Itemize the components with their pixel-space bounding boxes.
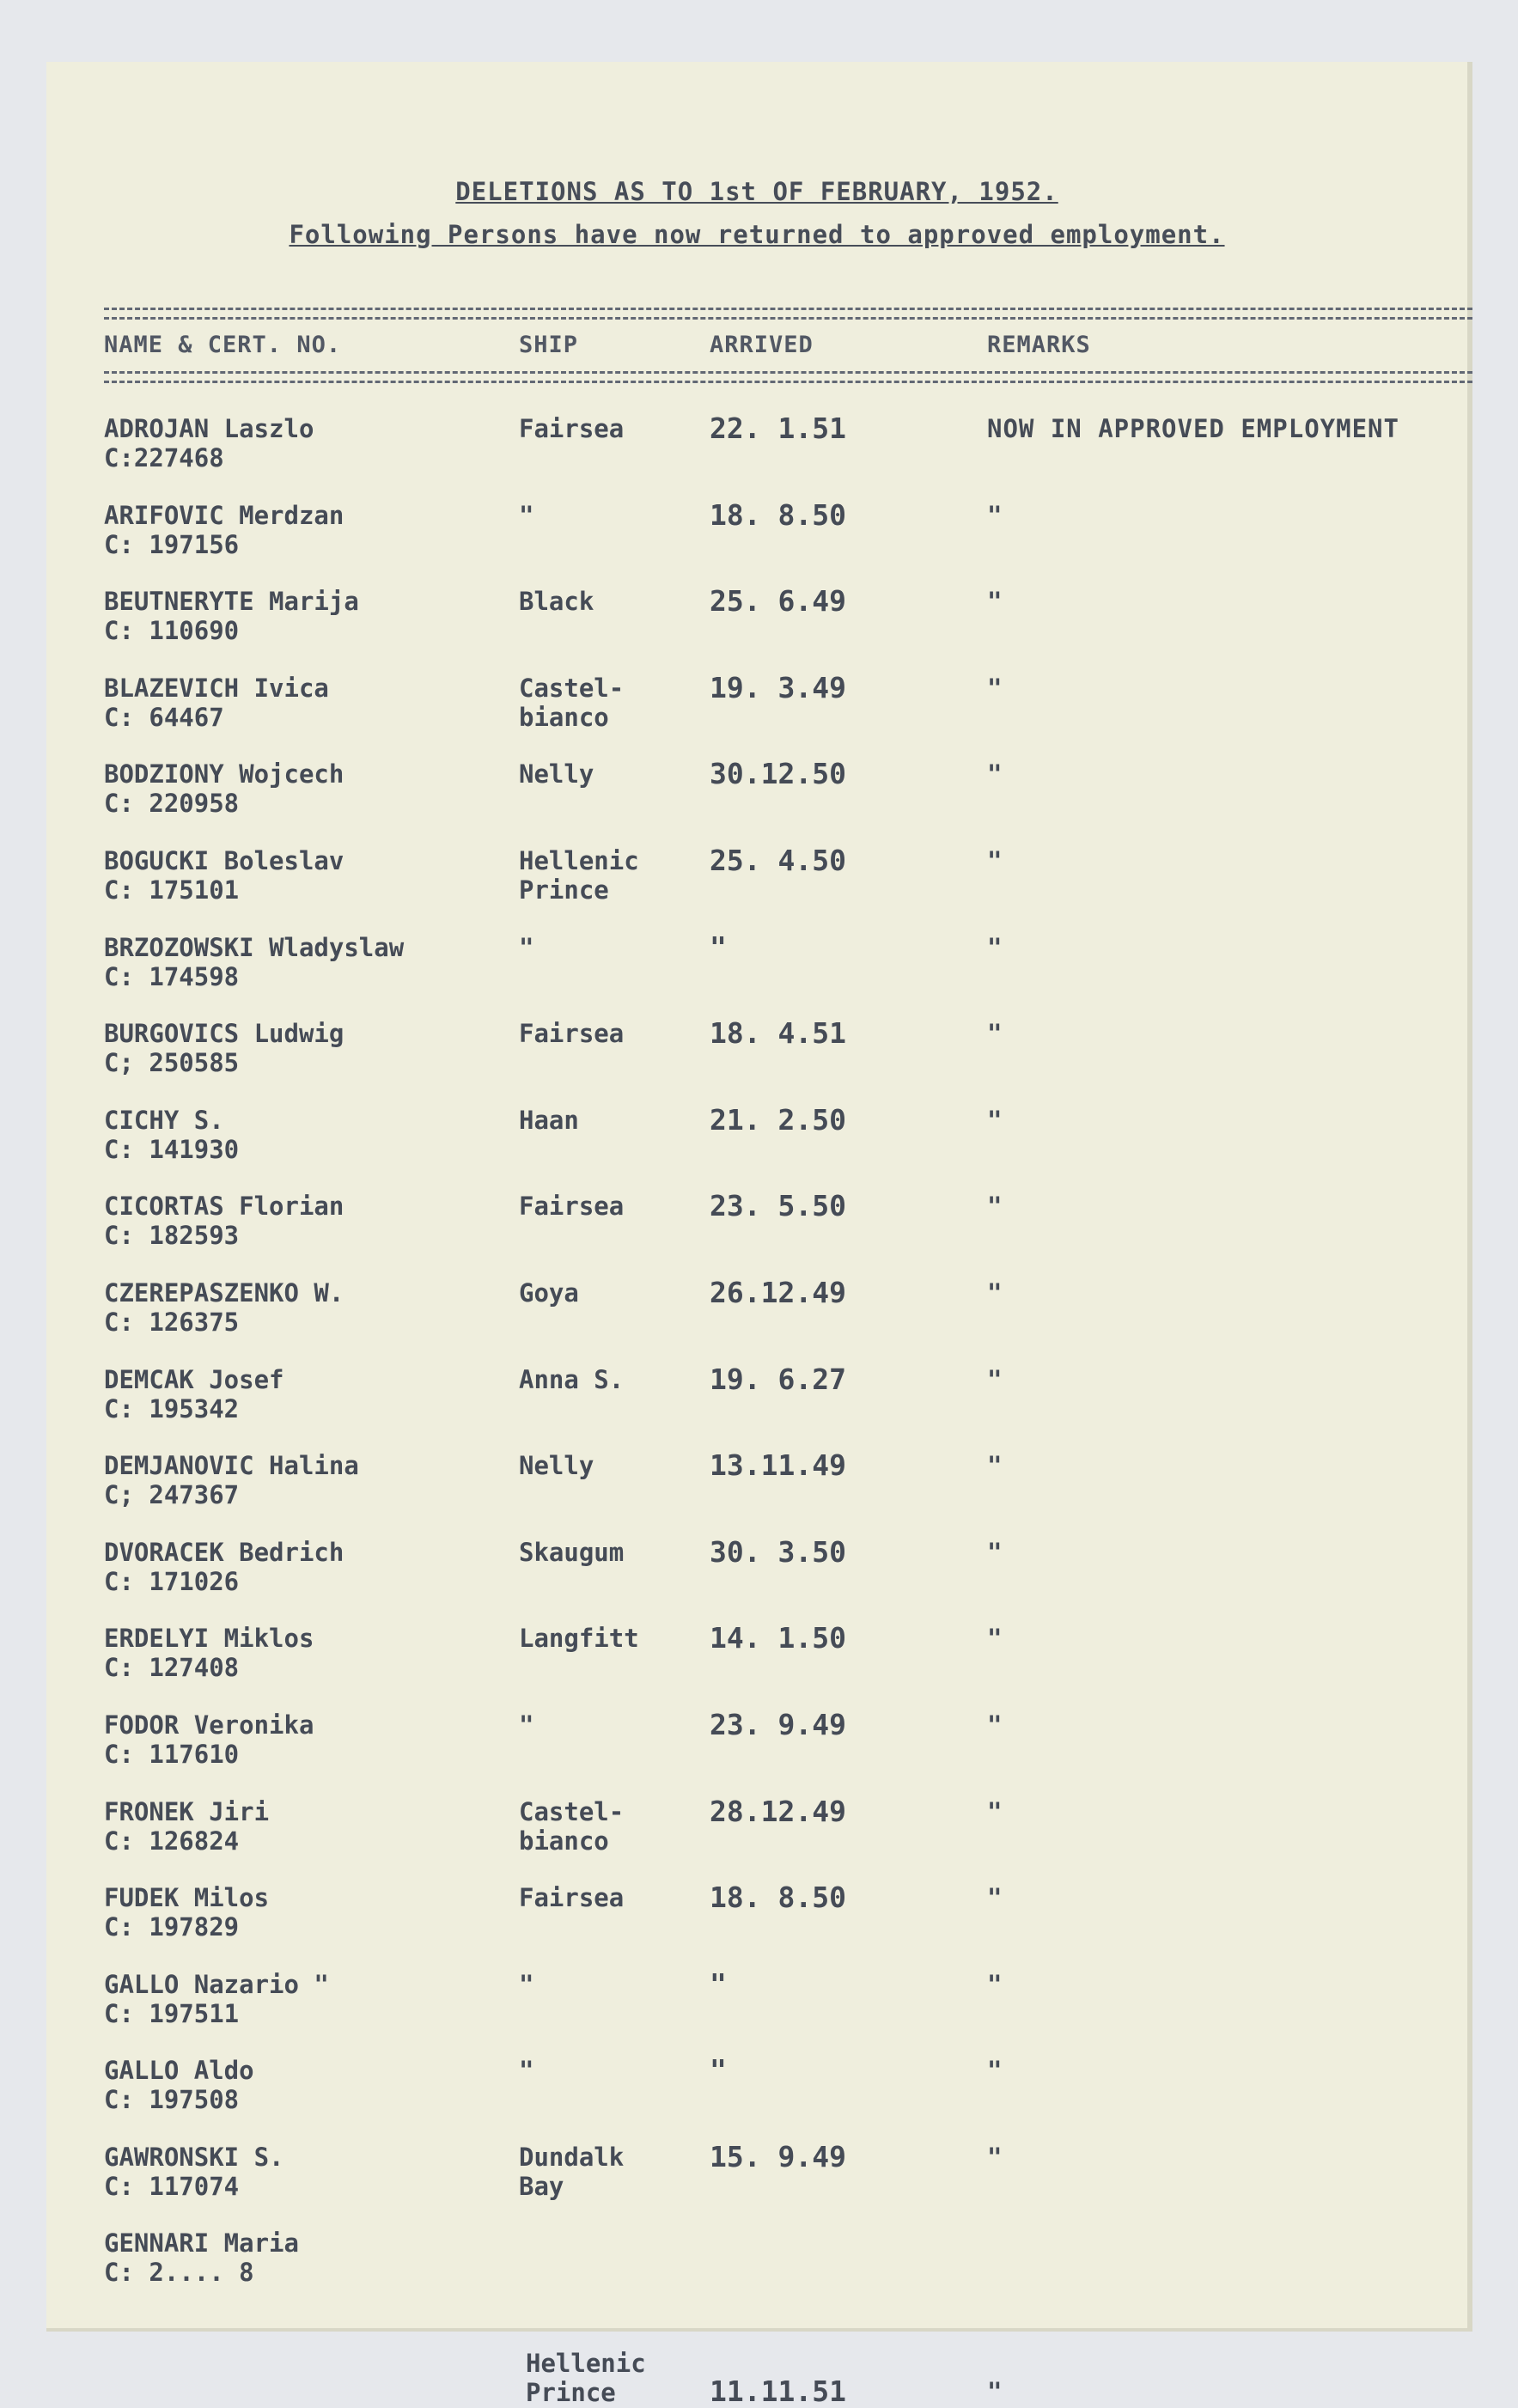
cert-number: C: 126375 — [104, 1307, 240, 1337]
remark: " — [987, 2377, 1003, 2407]
person-name: DEMCAK Josef — [104, 1364, 284, 1394]
arrival-date: 18. 8.50 — [710, 1881, 846, 1915]
arrival-date: 11.11.51 — [710, 2374, 846, 2408]
table-row — [46, 930, 1467, 1020]
person-name: BEUTNERYTE Marija — [104, 587, 359, 617]
cert-number: C: 2.... 8 — [104, 2258, 254, 2288]
table-row — [46, 2053, 1467, 2143]
remark: " — [987, 1192, 1003, 1222]
table-row — [46, 1966, 1467, 2057]
person-name: ADROJAN Laszlo — [104, 414, 314, 443]
arrival-date: " — [710, 930, 727, 964]
ship-name: " — [519, 1710, 534, 1740]
ship-name: Haan — [519, 1105, 579, 1135]
person-name: BOGUCKI Boleslav — [104, 845, 344, 875]
ship-name-cont: Bay — [519, 2171, 564, 2201]
ship-name: " — [519, 932, 534, 962]
ship-name-cont: bianco — [519, 702, 609, 732]
remark: " — [987, 2056, 1003, 2086]
remark: " — [987, 1883, 1003, 1913]
table-row — [46, 1189, 1467, 1278]
table-row — [46, 843, 1467, 933]
person-name: GENNARI Maria — [104, 2228, 299, 2259]
table-row — [46, 1448, 1467, 1538]
table-row — [46, 1275, 1467, 1365]
person-name: DVORACEK Bedrich — [104, 1537, 344, 1567]
ship-name: Dundalk — [519, 2142, 625, 2172]
cert-number: C: 141930 — [104, 1134, 240, 1164]
table-row — [46, 1016, 1467, 1106]
arrival-date: 13.11.49 — [710, 1448, 846, 1483]
table-row — [46, 1534, 1467, 1625]
ship-name: " — [519, 1969, 534, 1999]
person-name: GALLO Nazario " — [104, 1969, 329, 1999]
arrival-date: 18. 4.51 — [710, 1016, 846, 1051]
table-row — [46, 2228, 1467, 2408]
remark: " — [987, 1796, 1003, 1826]
remark: " — [987, 845, 1003, 875]
remark: " — [987, 1451, 1003, 1481]
ship-name: Castel- — [519, 673, 625, 703]
cert-number: C: 117074 — [104, 2171, 240, 2201]
table-row — [46, 2139, 1467, 2229]
remark: " — [987, 1710, 1003, 1740]
arrival-date: 19. 3.49 — [710, 670, 846, 704]
arrival-date: " — [710, 1966, 727, 2001]
cert-number: C: 220958 — [104, 789, 240, 819]
remark: " — [987, 1105, 1003, 1135]
remark: " — [987, 1019, 1003, 1049]
person-name: BURGOVICS Ludwig — [104, 1019, 344, 1049]
cert-number: C: 197829 — [104, 1912, 240, 1942]
ship-name: Black — [519, 587, 594, 617]
cert-number: C: 110690 — [104, 616, 240, 646]
cert-number: C: 197156 — [104, 529, 240, 559]
arrival-date: 14. 1.50 — [710, 1621, 846, 1655]
ship-name: Nelly — [519, 1451, 594, 1481]
cert-number: C:227468 — [104, 443, 224, 472]
table-row — [46, 759, 1467, 846]
arrival-date: 18. 8.50 — [710, 497, 846, 532]
cert-number: C: 127408 — [104, 1653, 240, 1683]
table-row — [46, 1102, 1467, 1192]
ship-name: Skaugum — [519, 1537, 625, 1567]
table-row — [46, 670, 1467, 760]
person-name: CICHY S. — [104, 1105, 224, 1135]
cert-number: C: 174598 — [104, 961, 240, 991]
ship-name: Fairsea — [519, 1883, 625, 1913]
ship-name: " — [519, 500, 534, 530]
arrival-date: 30.12.50 — [710, 757, 846, 791]
arrival-date: 15. 9.49 — [710, 2139, 846, 2173]
table-row — [46, 1707, 1467, 1797]
person-name: BODZIONY Wojcech — [104, 759, 344, 789]
arrival-date: 25. 4.50 — [710, 843, 846, 877]
remark: " — [987, 673, 1003, 703]
arrival-date: 19. 6.27 — [710, 1362, 846, 1396]
person-name: FRONEK Jiri — [104, 1796, 270, 1826]
header-rule-top — [104, 308, 1472, 320]
arrival-date: 30. 3.50 — [710, 1534, 846, 1569]
person-name: ARIFOVIC Merdzan — [104, 500, 344, 530]
ship-name-cont: Prince — [526, 2378, 616, 2408]
document-subtitle: Following Persons have now returned to approved employment. — [289, 220, 1225, 249]
arrival-date: 25. 6.49 — [710, 584, 846, 619]
cert-number: C: 126824 — [104, 1826, 240, 1856]
ship-name: Castel- — [519, 1796, 625, 1826]
cert-number: C: 195342 — [104, 1393, 240, 1423]
ship-name: Fairsea — [519, 414, 625, 443]
ship-name-cont: bianco — [519, 1826, 609, 1856]
remark: " — [987, 1277, 1003, 1308]
person-name: BRZOZOWSKI Wladyslaw — [104, 932, 405, 962]
arrival-date: 23. 5.50 — [710, 1189, 846, 1223]
cert-number: C; 247367 — [104, 1480, 240, 1510]
header-name: NAME & CERT. NO. — [104, 332, 342, 358]
arrival-date: 23. 9.49 — [710, 1707, 846, 1741]
remark: " — [987, 1624, 1003, 1654]
remark: " — [987, 1969, 1003, 1999]
arrival-date: 26.12.49 — [710, 1275, 846, 1309]
table-row — [46, 584, 1467, 674]
arrival-date: 28.12.49 — [710, 1794, 846, 1828]
cert-number: C; 250585 — [104, 1048, 240, 1078]
header-ship: SHIP — [519, 332, 579, 358]
table-row — [46, 1794, 1467, 1884]
arrival-date: 21. 2.50 — [710, 1102, 846, 1137]
header-arrived: ARRIVED — [710, 332, 814, 358]
remark: " — [987, 1537, 1003, 1567]
person-name: GALLO Aldo — [104, 2056, 254, 2086]
arrival-date: 22. 1.51 — [710, 411, 846, 445]
arrival-date: " — [710, 2053, 727, 2088]
person-name: FUDEK Milos — [104, 1883, 270, 1913]
ship-name: Goya — [519, 1277, 579, 1308]
remark: " — [987, 932, 1003, 962]
ship-name: Hellenic — [519, 845, 639, 875]
remark: " — [987, 2142, 1003, 2172]
cert-number: C: 175101 — [104, 875, 240, 905]
person-name: GAWRONSKI S. — [104, 2142, 284, 2172]
cert-number: C: 197508 — [104, 2085, 240, 2115]
ship-name: Nelly — [519, 759, 594, 789]
table-row — [46, 497, 1467, 588]
remark: " — [987, 587, 1003, 617]
document-page — [46, 62, 1472, 2408]
cert-number: C: 171026 — [104, 1566, 240, 1596]
deletions-table — [46, 411, 1467, 2408]
table-row — [46, 1883, 1467, 1970]
table-row — [46, 1621, 1467, 1710]
table-row — [46, 1362, 1467, 1452]
person-name: BLAZEVICH Ivica — [104, 673, 329, 703]
ship-name: Fairsea — [519, 1019, 625, 1049]
header-rule-bottom — [104, 371, 1472, 383]
person-name: DEMJANOVIC Halina — [104, 1451, 359, 1481]
cert-number: C: 117610 — [104, 1739, 240, 1769]
cert-number: C: 182593 — [104, 1221, 240, 1251]
person-name: CZEREPASZENKO W. — [104, 1277, 344, 1308]
ship-name: Hellenic — [526, 2349, 646, 2379]
remark: NOW IN APPROVED EMPLOYMENT — [987, 414, 1399, 443]
ship-name: Langfitt — [519, 1624, 639, 1654]
document-title: DELETIONS AS TO 1st OF FEBRUARY, 1952. — [455, 177, 1058, 206]
remark: " — [987, 759, 1003, 789]
cert-number: C: 64467 — [104, 702, 224, 732]
ship-name: Fairsea — [519, 1192, 625, 1222]
cert-number: C: 197511 — [104, 1998, 240, 2028]
ship-name-cont: Prince — [519, 875, 609, 905]
remark: " — [987, 1364, 1003, 1394]
table-row — [46, 411, 1467, 501]
ship-name: " — [519, 2056, 534, 2086]
person-name: ERDELYI Miklos — [104, 1624, 314, 1654]
remark: " — [987, 500, 1003, 530]
person-name: CICORTAS Florian — [104, 1192, 344, 1222]
ship-name: Anna S. — [519, 1364, 625, 1394]
person-name: FODOR Veronika — [104, 1710, 314, 1740]
header-remarks: REMARKS — [987, 332, 1091, 358]
